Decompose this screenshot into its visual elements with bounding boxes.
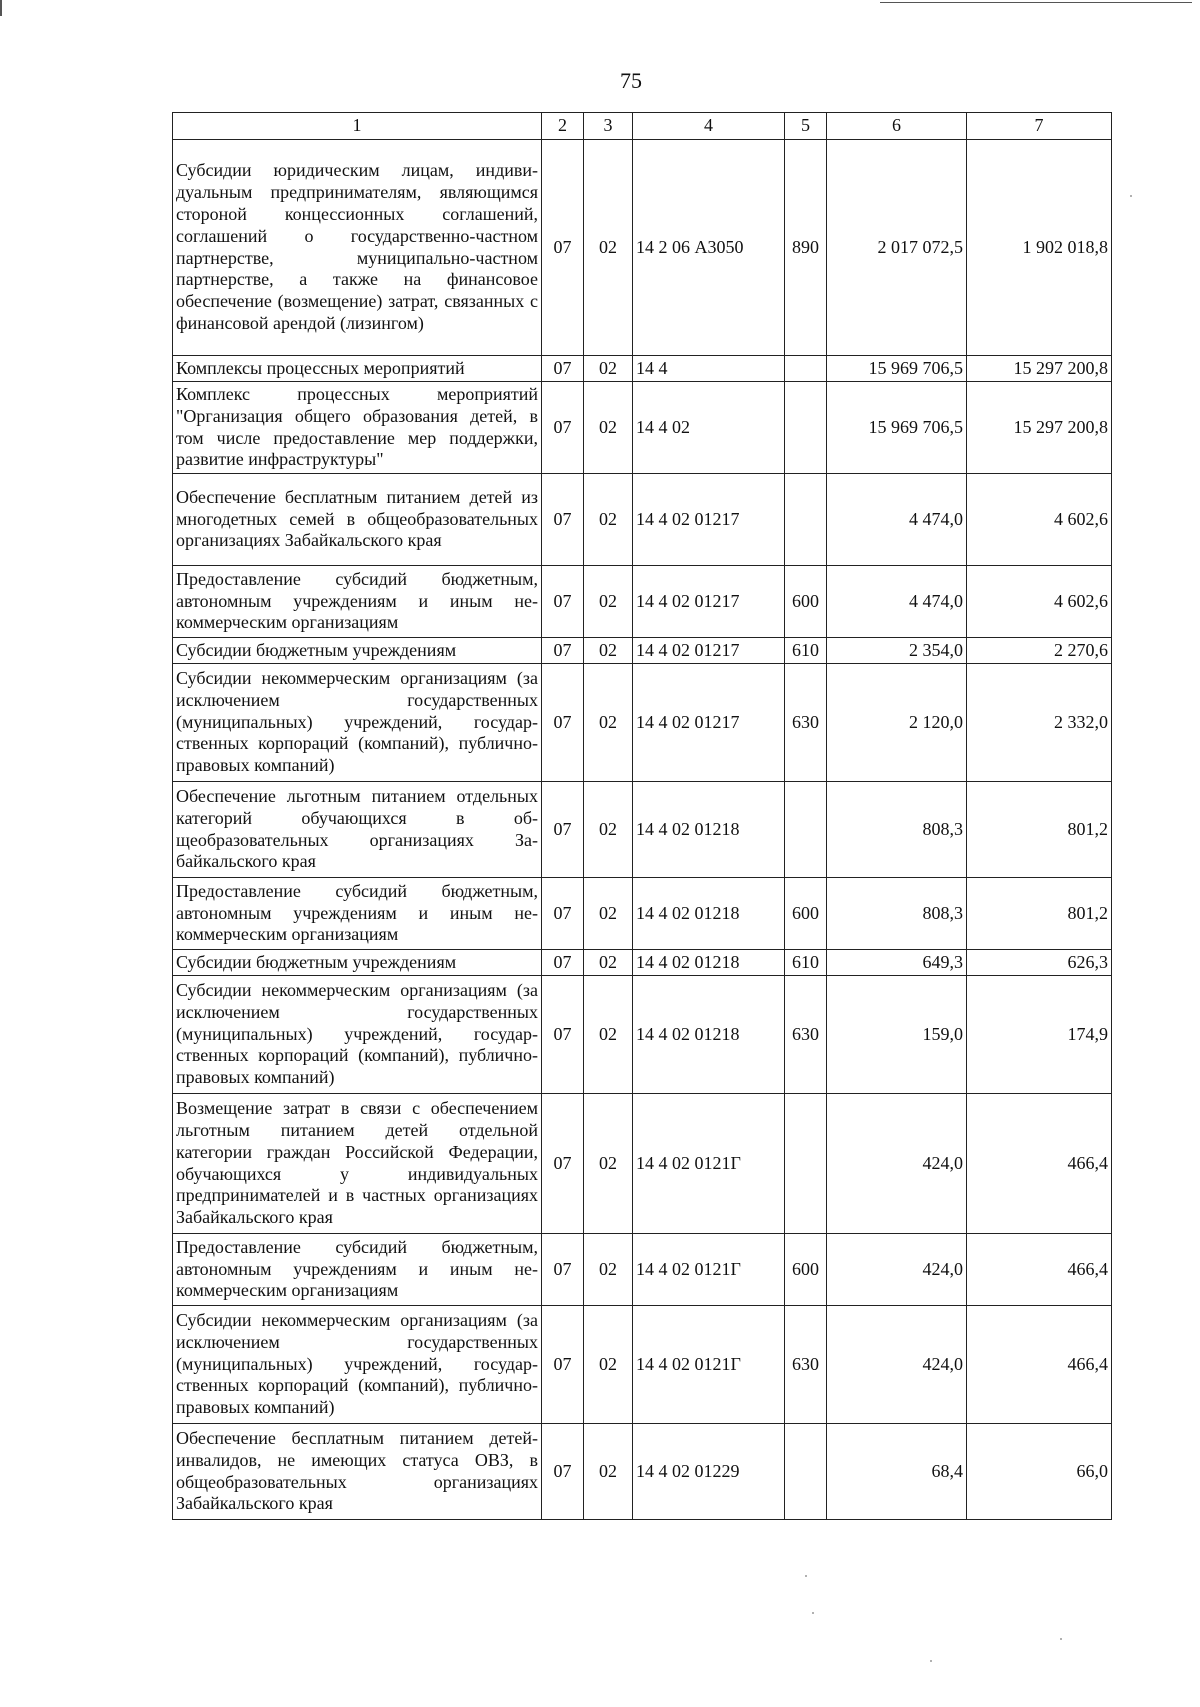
expense-type-cell: 630 (785, 664, 827, 782)
budget-table (172, 112, 1112, 1520)
expense-type-cell: 600 (785, 1234, 827, 1306)
header-cell-6: 6 (827, 113, 967, 140)
table-row (173, 1424, 1112, 1520)
expense-type-cell: 610 (785, 950, 827, 976)
amount-col7-cell: 2 332,0 (967, 664, 1112, 782)
header-row (173, 113, 1112, 140)
header-cell-4: 4 (633, 113, 785, 140)
target-article-cell: 14 4 02 (633, 382, 785, 474)
row-name-cell: Предоставление субсидий бюджетным, автономным учреждениям и иным некоммерческим организациям (173, 1234, 542, 1306)
subsection-cell: 02 (584, 1306, 633, 1424)
amount-col6-cell: 424,0 (827, 1094, 967, 1234)
target-article-cell: 14 4 02 01217 (633, 638, 785, 664)
scan-speck (930, 1660, 932, 1662)
page-number: 75 (620, 68, 642, 93)
scan-speck (1060, 1638, 1062, 1640)
amount-col6-cell: 808,3 (827, 782, 967, 878)
section-cell: 07 (542, 950, 584, 976)
table-row (173, 140, 1112, 356)
table-row (173, 1234, 1112, 1306)
row-name-cell: Обеспечение бесплатным питанием детей-инвалидов, не имеющих статуса ОВЗ, в общеобразовательных организациях Забайкальского края (173, 1424, 542, 1520)
amount-col7-cell: 626,3 (967, 950, 1112, 976)
row-name-cell: Возмещение затрат в связи с обеспечением льготным питанием детей отдельной категории граждан Российской Федерации, обучающихся у индивидуальных предпринимателей и в частных организациях Забайкальского края (173, 1094, 542, 1234)
amount-col7-cell: 801,2 (967, 878, 1112, 950)
expense-type-cell (785, 382, 827, 474)
expense-type-cell (785, 782, 827, 878)
target-article-cell: 14 4 02 01217 (633, 474, 785, 566)
amount-col7-cell: 15 297 200,8 (967, 382, 1112, 474)
row-name-cell: Обеспечение льготным питанием отдельных категорий обучающихся в общеобразовательных организациях Забайкальского края (173, 782, 542, 878)
amount-col6-cell: 424,0 (827, 1234, 967, 1306)
section-cell: 07 (542, 1094, 584, 1234)
table-row (173, 976, 1112, 1094)
amount-col6-cell: 2 354,0 (827, 638, 967, 664)
amount-col6-cell: 4 474,0 (827, 474, 967, 566)
scan-edge-mark (0, 0, 2, 16)
scan-speck (805, 1575, 807, 1577)
row-name-cell: Предоставление субсидий бюджетным, автономным учреждениям и иным некоммерческим организациям (173, 566, 542, 638)
expense-type-cell: 600 (785, 878, 827, 950)
table-row (173, 878, 1112, 950)
header-cell-5: 5 (785, 113, 827, 140)
row-name-cell: Субсидии бюджетным учреждениям (173, 638, 542, 664)
row-name-cell: Субсидии некоммерческим организациям (за исключением государственных (муниципальных) учреждений, государственных корпораций (компаний), публично-правовых компаний) (173, 976, 542, 1094)
scan-speck (1130, 195, 1132, 197)
target-article-cell: 14 4 02 01217 (633, 566, 785, 638)
amount-col6-cell: 2 017 072,5 (827, 140, 967, 356)
expense-type-cell: 630 (785, 976, 827, 1094)
section-cell: 07 (542, 474, 584, 566)
row-name-cell: Обеспечение бесплатным питанием детей из многодетных семей в общеобразовательных организациях Забайкальского края (173, 474, 542, 566)
target-article-cell: 14 4 02 01218 (633, 782, 785, 878)
target-article-cell: 14 2 06 А3050 (633, 140, 785, 356)
header-cell-7: 7 (967, 113, 1112, 140)
subsection-cell: 02 (584, 1424, 633, 1520)
header-cell-3: 3 (584, 113, 633, 140)
subsection-cell: 02 (584, 664, 633, 782)
expense-type-cell: 890 (785, 140, 827, 356)
subsection-cell: 02 (584, 976, 633, 1094)
target-article-cell: 14 4 02 01218 (633, 976, 785, 1094)
amount-col7-cell: 1 902 018,8 (967, 140, 1112, 356)
subsection-cell: 02 (584, 356, 633, 382)
table-row (173, 1306, 1112, 1424)
section-cell: 07 (542, 1234, 584, 1306)
expense-type-cell: 600 (785, 566, 827, 638)
subsection-cell: 02 (584, 382, 633, 474)
subsection-cell: 02 (584, 638, 633, 664)
header-cell-1: 1 (173, 113, 542, 140)
section-cell: 07 (542, 140, 584, 356)
subsection-cell: 02 (584, 140, 633, 356)
amount-col7-cell: 2 270,6 (967, 638, 1112, 664)
target-article-cell: 14 4 02 0121Г (633, 1094, 785, 1234)
section-cell: 07 (542, 382, 584, 474)
subsection-cell: 02 (584, 782, 633, 878)
expense-type-cell (785, 474, 827, 566)
table-row (173, 474, 1112, 566)
subsection-cell: 02 (584, 878, 633, 950)
amount-col7-cell: 466,4 (967, 1234, 1112, 1306)
scan-edge-line (880, 2, 1192, 3)
section-cell: 07 (542, 782, 584, 878)
row-name-cell: Комплекс процессных мероприятий "Организация общего образования детей, в том числе предоставление мер поддержки, развитие инфраструктуры" (173, 382, 542, 474)
table-row (173, 950, 1112, 976)
subsection-cell: 02 (584, 1094, 633, 1234)
target-article-cell: 14 4 02 01217 (633, 664, 785, 782)
target-article-cell: 14 4 02 01229 (633, 1424, 785, 1520)
amount-col6-cell: 15 969 706,5 (827, 382, 967, 474)
amount-col6-cell: 4 474,0 (827, 566, 967, 638)
target-article-cell: 14 4 02 01218 (633, 878, 785, 950)
expense-type-cell (785, 356, 827, 382)
amount-col6-cell: 649,3 (827, 950, 967, 976)
expense-type-cell (785, 1094, 827, 1234)
section-cell: 07 (542, 1424, 584, 1520)
amount-col7-cell: 4 602,6 (967, 566, 1112, 638)
expense-type-cell: 630 (785, 1306, 827, 1424)
amount-col7-cell: 66,0 (967, 1424, 1112, 1520)
table-row (173, 1094, 1112, 1234)
row-name-cell: Комплексы процессных мероприятий (173, 356, 542, 382)
amount-col6-cell: 808,3 (827, 878, 967, 950)
amount-col6-cell: 424,0 (827, 1306, 967, 1424)
target-article-cell: 14 4 02 01218 (633, 950, 785, 976)
expense-type-cell: 610 (785, 638, 827, 664)
section-cell: 07 (542, 976, 584, 1094)
amount-col7-cell: 466,4 (967, 1306, 1112, 1424)
table-row (173, 664, 1112, 782)
amount-col7-cell: 174,9 (967, 976, 1112, 1094)
row-name-cell: Предоставление субсидий бюджетным, автономным учреждениям и иным некоммерческим организациям (173, 878, 542, 950)
target-article-cell: 14 4 02 0121Г (633, 1306, 785, 1424)
scan-speck (812, 1612, 814, 1614)
row-name-cell: Субсидии бюджетным учреждениям (173, 950, 542, 976)
target-article-cell: 14 4 (633, 356, 785, 382)
header-cell-2: 2 (542, 113, 584, 140)
subsection-cell: 02 (584, 1234, 633, 1306)
amount-col7-cell: 466,4 (967, 1094, 1112, 1234)
section-cell: 07 (542, 638, 584, 664)
section-cell: 07 (542, 878, 584, 950)
table-row (173, 566, 1112, 638)
section-cell: 07 (542, 356, 584, 382)
table-row (173, 382, 1112, 474)
section-cell: 07 (542, 664, 584, 782)
row-name-cell: Субсидии некоммерческим организациям (за исключением государственных (муниципальных) учреждений, государственных корпораций (компаний), публично-правовых компаний) (173, 664, 542, 782)
subsection-cell: 02 (584, 566, 633, 638)
table-row (173, 782, 1112, 878)
amount-col7-cell: 15 297 200,8 (967, 356, 1112, 382)
subsection-cell: 02 (584, 950, 633, 976)
table-row (173, 638, 1112, 664)
table-body (173, 113, 1112, 1520)
section-cell: 07 (542, 566, 584, 638)
section-cell: 07 (542, 1306, 584, 1424)
amount-col6-cell: 159,0 (827, 976, 967, 1094)
expense-type-cell (785, 1424, 827, 1520)
amount-col6-cell: 68,4 (827, 1424, 967, 1520)
amount-col6-cell: 2 120,0 (827, 664, 967, 782)
table-row (173, 356, 1112, 382)
amount-col7-cell: 4 602,6 (967, 474, 1112, 566)
amount-col6-cell: 15 969 706,5 (827, 356, 967, 382)
row-name-cell: Субсидии некоммерческим организациям (за исключением государственных (муниципальных) учреждений, государственных корпораций (компаний), публично-правовых компаний) (173, 1306, 542, 1424)
amount-col7-cell: 801,2 (967, 782, 1112, 878)
target-article-cell: 14 4 02 0121Г (633, 1234, 785, 1306)
subsection-cell: 02 (584, 474, 633, 566)
row-name-cell: Субсидии юридическим лицам, индивидуальным предпринимателям, являющимся стороной концессионных соглашений, соглашений о государственно-частном партнерстве, муниципально-частном партнерстве, а также на финансовое обеспечение (возмещение) затрат, связанных с финансовой арендой (лизингом) (173, 140, 542, 356)
